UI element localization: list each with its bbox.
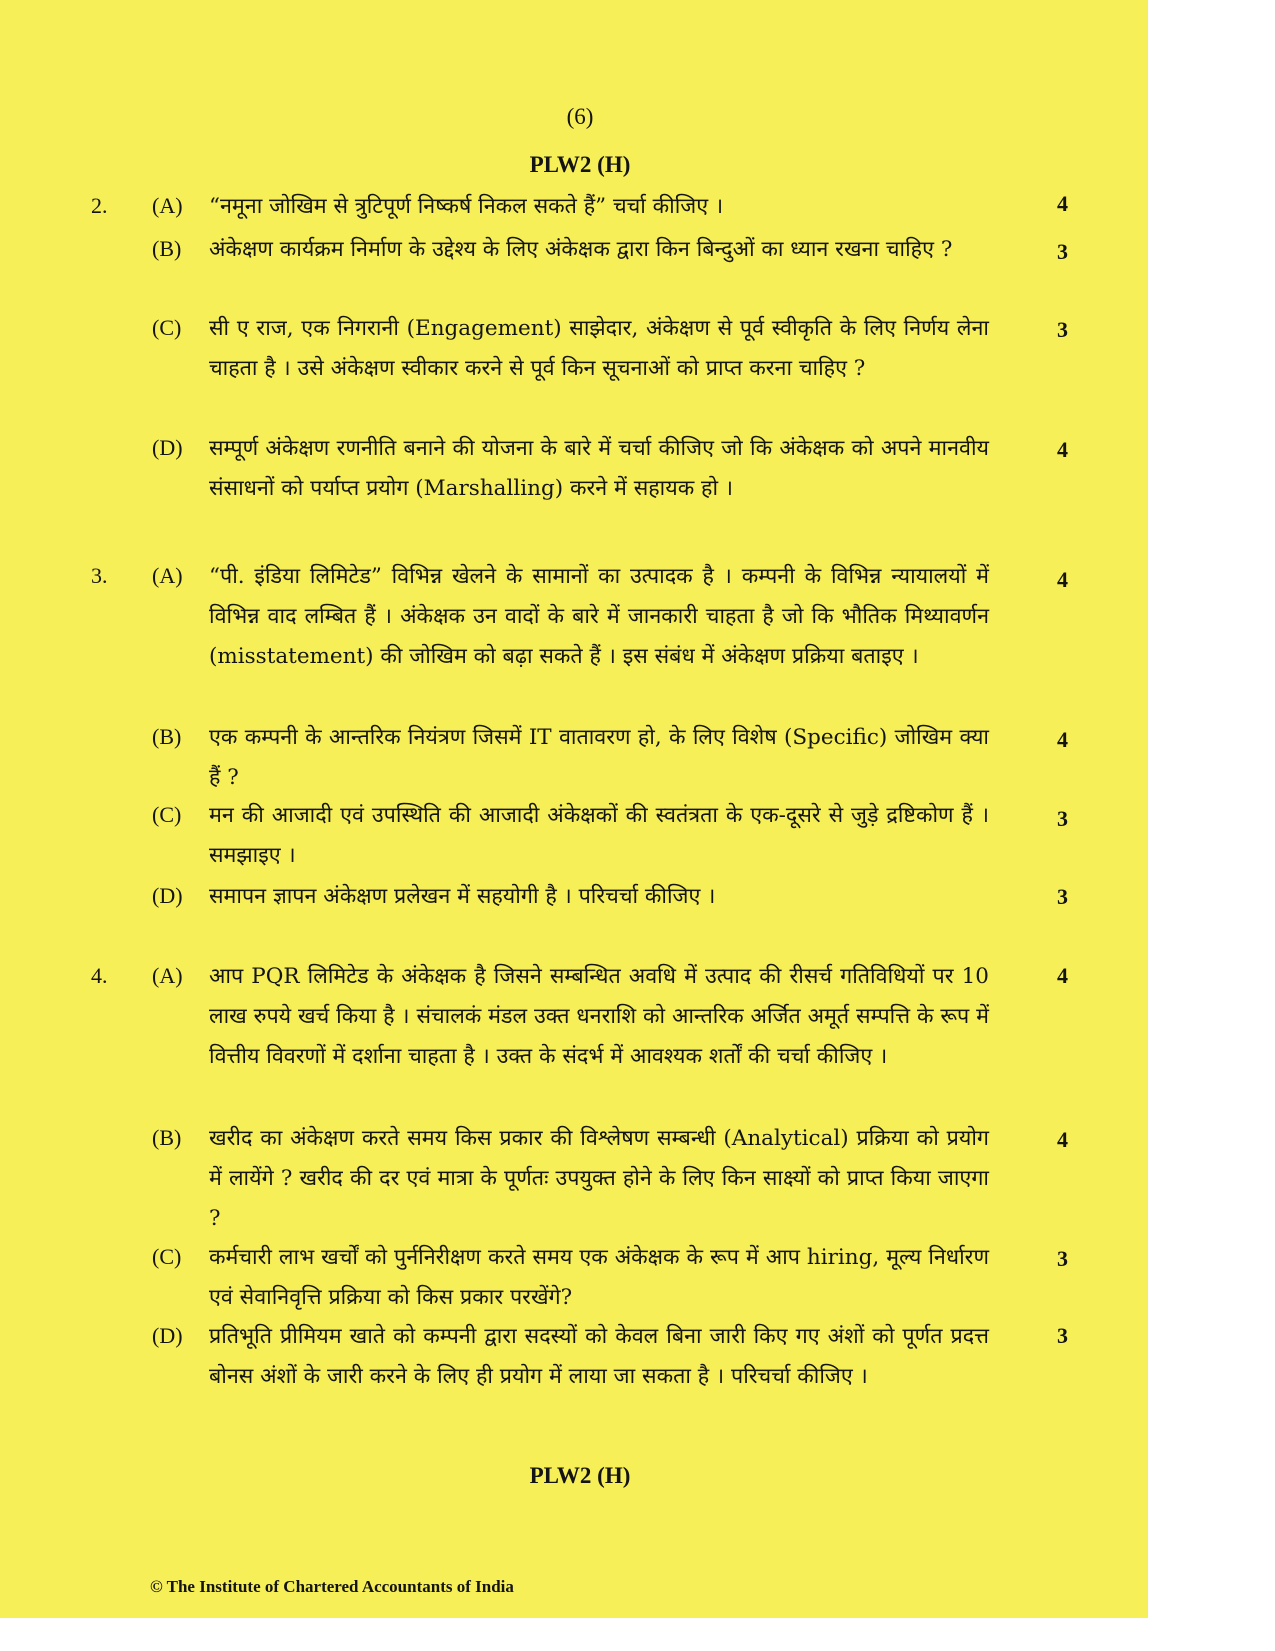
marks: 3 (1057, 806, 1068, 831)
part-label: (A) (152, 963, 183, 988)
part-text: सी ए राज, एक निगरानी (Engagement) साझेदार, अंकेक्षण से पूर्व स्वीकृति के लिए निर्णय लेना चाहता है । उसे अंकेक्षण स्वीकार करने से पूर्व किन सूचनाओं को प्राप्त करना चाहिए ? (209, 316, 989, 381)
part-text: अंकेक्षण कार्यक्रम निर्माण के उद्देश्य के लिए अंकेक्षक द्वारा किन बिन्दुओं का ध्यान रखना चाहिए ? (209, 237, 953, 262)
marks: 4 (1057, 567, 1068, 592)
marks: 3 (1057, 317, 1068, 342)
part-label: (D) (152, 1323, 183, 1348)
page-number: (6) (566, 104, 594, 129)
paper-code-footer: PLW2 (H) (529, 1463, 631, 1488)
marks: 4 (1057, 1127, 1068, 1152)
part-label: (C) (152, 315, 182, 340)
question-number: 4. (91, 963, 108, 988)
part-label: (C) (152, 802, 182, 827)
part-text: एक कम्पनी के आन्तरिक नियंत्रण जिसमें IT वातावरण हो, के लिए विशेष (Specific) जोखिम क्या हैं ? (209, 725, 989, 790)
part-label: (A) (152, 563, 183, 588)
part-label: (B) (152, 1125, 182, 1150)
marks: 3 (1057, 239, 1068, 264)
marks: 4 (1057, 727, 1068, 752)
marks: 3 (1057, 884, 1068, 909)
part-text: सम्पूर्ण अंकेक्षण रणनीति बनाने की योजना के बारे में चर्चा कीजिए जो कि अंकेक्षक को अपने मानवीय संसाधनों को पर्याप्त प्रयोग (Marshalling) करने में सहायक हो । (209, 436, 989, 501)
part-label: (B) (152, 724, 182, 749)
paper-code-header: PLW2 (H) (529, 152, 631, 177)
part-label: (C) (152, 1244, 182, 1269)
part-label: (B) (152, 236, 182, 261)
part-text: आप PQR लिमिटेड के अंकेक्षक है जिसने सम्बन्धित अवधि में उत्पाद की रीसर्च गतिविधियों पर 10 लाख रुपये खर्च किया है । संचालकं मंडल उक्त धनराशि को आन्तरिक अर्जित अमूर्त सम्पत्ति के रूप में वित्तीय विवरणों में दर्शाना चाहता है । उक्त के संदर्भ में आवश्यक शर्तों की चर्चा कीजिए । (209, 964, 989, 1069)
part-text: कर्मचारी लाभ खर्चों को पुर्ननिरीक्षण करते समय एक अंकेक्षक के रूप में आप hiring, मूल्य निर्धारण एवं सेवानिवृत्ति प्रक्रिया को किस प्रकार परखेंगे? (209, 1245, 989, 1310)
copyright-notice: © The Institute of Chartered Accountants of India (150, 1577, 514, 1596)
part-label: (D) (152, 435, 183, 460)
part-text: प्रतिभूति प्रीमियम खाते को कम्पनी द्वारा सदस्यों को केवल बिना जारी किए गए अंशों को पूर्णत प्रदत्त बोनस अंशों के जारी करने के लिए ही प्रयोग में लाया जा सकता है । परिचर्चा कीजिए । (209, 1324, 989, 1389)
part-text: “पी. इंडिया लिमिटेड” विभिन्न खेलने के सामानों का उत्पादक है । कम्पनी के विभिन्न न्यायालयों में विभिन्न वाद लम्बित हैं । अंकेक्षक उन वादों के बारे में जानकारी चाहता है जो कि भौतिक मिथ्यावर्णन (misstatement) की जोखिम को बढ़ा सकते हैं । इस संबंध में अंकेक्षण प्रक्रिया बताइए । (209, 564, 989, 669)
marks: 4 (1057, 437, 1068, 462)
question-number: 2. (91, 193, 108, 218)
marks: 4 (1057, 963, 1068, 988)
marks: 4 (1057, 191, 1068, 216)
marks: 3 (1057, 1246, 1068, 1271)
question-number: 3. (91, 563, 108, 588)
marks: 3 (1057, 1323, 1068, 1348)
part-text: समापन ज्ञापन अंकेक्षण प्रलेखन में सहयोगी है । परिचर्चा कीजिए । (209, 884, 716, 909)
part-text: खरीद का अंकेक्षण करते समय किस प्रकार की विश्लेषण सम्बन्धी (Analytical) प्रक्रिया को प्रयोग में लायेंगे ? खरीद की दर एवं मात्रा के पूर्णतः उपयुक्त होने के लिए किन साक्ष्यों को प्राप्त किया जाएगा ? (209, 1126, 989, 1231)
part-label: (A) (152, 193, 183, 218)
part-label: (D) (152, 883, 183, 908)
part-text: “नमूना जोखिम से त्रुटिपूर्ण निष्कर्ष निकल सकते हैं” चर्चा कीजिए । (209, 194, 724, 219)
part-text: मन की आजादी एवं उपस्थिति की आजादी अंकेक्षकों की स्वतंत्रता के एक-दूसरे से जुड़े द्रष्टिकोण हैं । समझाइए । (209, 803, 989, 868)
